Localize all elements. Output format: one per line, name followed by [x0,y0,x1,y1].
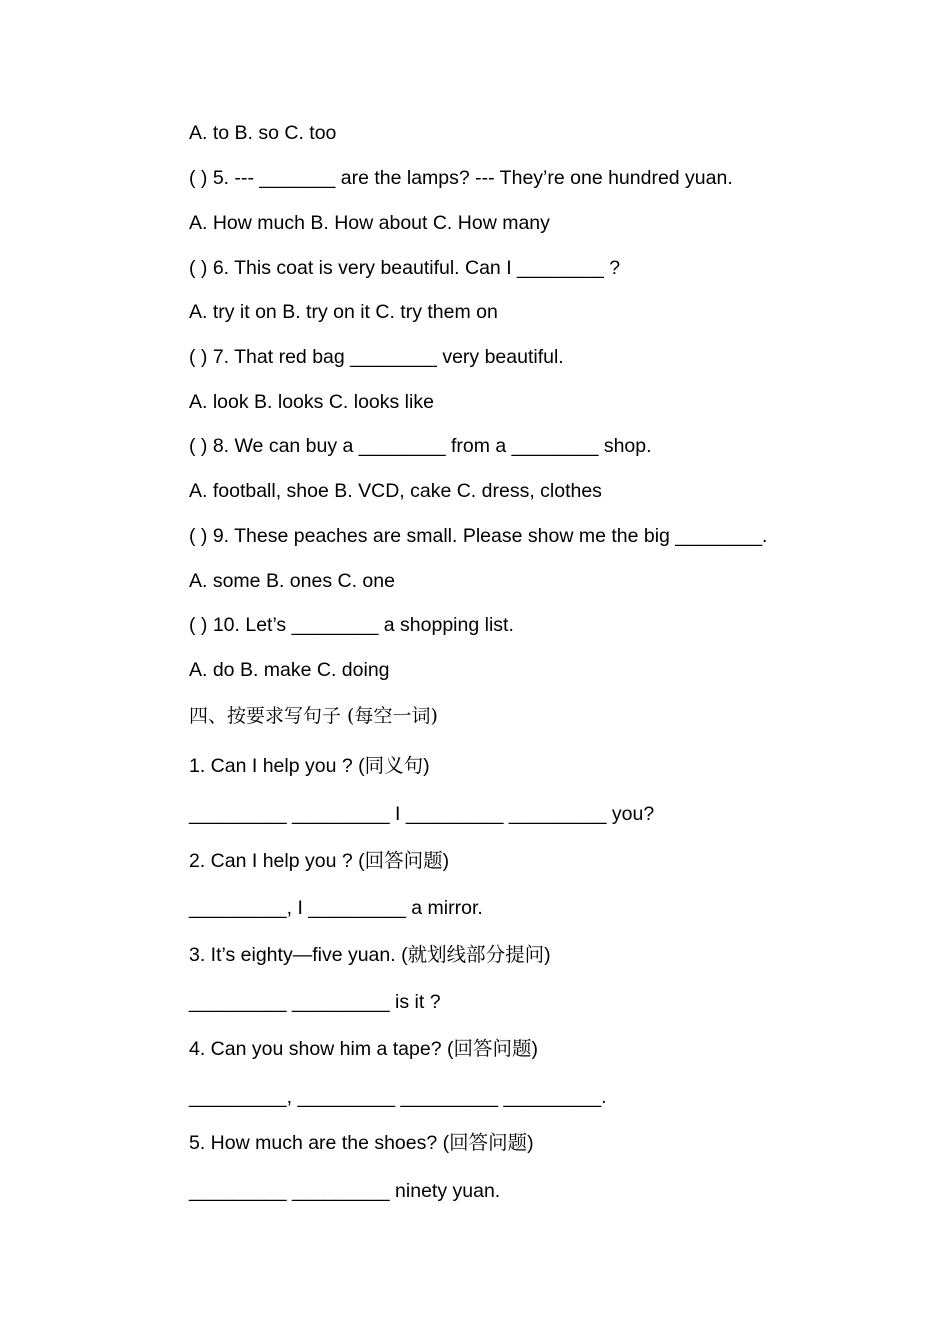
section-heading: 四、按要求写句子 (每空一词) [189,705,438,727]
rewrite-answer-2: _________, I _________ a mirror. [189,897,483,919]
option-line-q7: A. look B. looks C. looks like [189,391,434,413]
question-10: ( ) 10. Let’s ________ a shopping list. [189,614,514,636]
rewrite-answer-4: _________, _________ _________ _________. [189,1086,607,1108]
rewrite-prompt-5: 5. How much are the shoes? (回答问题) [189,1132,534,1154]
question-7: ( ) 7. That red bag ________ very beautiful. [189,346,564,368]
question-8: ( ) 8. We can buy a ________ from a ________ shop. [189,435,652,457]
rewrite-prompt-1: 1. Can I help you ? (同义句) [189,755,430,777]
option-line-q8: A. football, shoe B. VCD, cake C. dress, clothes [189,480,602,502]
rewrite-prompt-3: 3. It’s eighty—five yuan. (就划线部分提问) [189,944,551,966]
option-line-q4: A. to B. so C. too [189,122,337,144]
rewrite-answer-5: _________ _________ ninety yuan. [189,1180,501,1202]
rewrite-answer-3: _________ _________ is it ? [189,991,441,1013]
option-line-q6: A. try it on B. try on it C. try them on [189,301,498,323]
rewrite-prompt-4: 4. Can you show him a tape? (回答问题) [189,1038,538,1060]
option-line-q10: A. do B. make C. doing [189,659,390,681]
rewrite-prompt-2: 2. Can I help you ? (回答问题) [189,850,450,872]
option-line-q9: A. some B. ones C. one [189,570,395,592]
question-9: ( ) 9. These peaches are small. Please show me the big ________. [189,525,768,547]
rewrite-answer-1: _________ _________ I _________ _________ you? [189,803,655,825]
question-6: ( ) 6. This coat is very beautiful. Can I ________ ? [189,257,621,279]
option-line-q5: A. How much B. How about C. How many [189,212,550,234]
question-5: ( ) 5. --- _______ are the lamps? --- They’re one hundred yuan. [189,167,733,189]
